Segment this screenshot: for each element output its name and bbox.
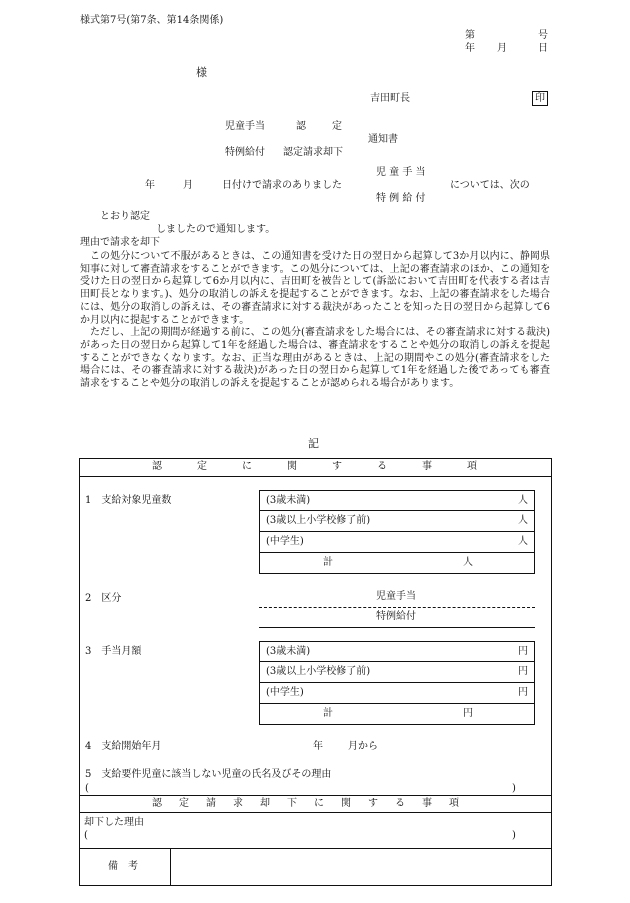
item1-row-junior-high: (中学生) [266, 536, 304, 547]
form-label: 様式第7号(第7条、第14条関係) [80, 15, 224, 26]
title-tei: 定 [332, 121, 342, 132]
intro-option-bottom: 特 例 給 付 [376, 193, 426, 204]
date-year: 年 [465, 43, 475, 54]
row-divider [259, 531, 535, 532]
item1-row-under3: (3歳未満) [266, 495, 311, 506]
rejection-paren-open: ( [84, 830, 88, 841]
title-rejection: 認定請求却下 [283, 147, 343, 158]
item1-unit: 人 [518, 515, 528, 526]
row-divider [259, 703, 535, 704]
item2-option-jidou-teate: 児童手当 [376, 591, 416, 602]
sec2-char: 却 [260, 798, 270, 809]
sec2-char: 定 [179, 798, 189, 809]
item3-label: 3 手当月額 [85, 646, 142, 657]
sec2-char: 関 [341, 798, 351, 809]
document-no-suffix: 号 [538, 30, 548, 41]
sec2-char: 求 [233, 798, 243, 809]
item1-unit: 人 [518, 495, 528, 506]
seal-mark: 印 [532, 91, 548, 106]
sec2-char: す [368, 798, 378, 809]
title-option-jidou-teate: 児童手当 [225, 121, 265, 132]
intro-year: 年 [145, 180, 155, 191]
table-divider [79, 476, 552, 477]
item2-label: 2 区分 [85, 593, 122, 604]
date-day: 日 [538, 43, 548, 54]
intro-option-top: 児 童 手 当 [376, 167, 426, 178]
date-month: 月 [497, 43, 507, 54]
sec1-char: 認 [152, 461, 162, 472]
sender-name: 吉田町長 [370, 93, 410, 104]
row-divider [259, 661, 535, 662]
sec2-char: 事 [422, 798, 432, 809]
item2-option-tokurei: 特例給付 [376, 611, 416, 622]
sec1-char: す [332, 461, 342, 472]
sec2-char: る [395, 798, 405, 809]
document-no-prefix: 第 [465, 30, 475, 41]
row-divider [259, 682, 535, 683]
appeal-notice [80, 251, 550, 391]
addressee-suffix: 様 [196, 66, 207, 79]
table-divider [79, 848, 552, 849]
item1-unit: 人 [518, 536, 528, 547]
rejection-paren-close: ) [512, 830, 516, 841]
item1-total-label: 計 [323, 557, 333, 568]
appeal-paragraph-1: この処分について不服があるときは、この通知書を受けた日の翌日から起算して3か月以内に、静岡県知事に対して審査請求をすることができます。この処分については、上記の審査請求のほか、この通知を受けた日の翌日から起算して6か月以内に、吉田町を被告として(訴訟において吉田町を代表する者は吉田町長となります。)、処分の取消しの訴えを提起することができます。なお、上記の審査請求をした場合には、処分の取消しの訴えは、その審査請求に対する裁決があったことを知った日の翌日から起算して6か月以内に提起することができます。 [80, 251, 550, 326]
rejection-reason-label: 却下した理由 [84, 817, 144, 828]
item3-total-label: 計 [323, 708, 333, 719]
title-option-tokurei: 特例給付 [225, 147, 265, 158]
sec2-char: に [314, 798, 324, 809]
row-divider [259, 552, 535, 553]
item3-unit: 円 [518, 687, 528, 698]
title-notice: 通知書 [368, 134, 398, 145]
table-divider [79, 812, 552, 813]
item1-label: 1 支給対象児童数 [85, 495, 172, 506]
item5-label: 5 支給要件児童に該当しない児童の氏名及びその理由 [85, 769, 332, 780]
intro-option-approve: とおり認定 [100, 211, 150, 222]
sec1-char: 事 [422, 461, 432, 472]
appeal-paragraph-2: ただし、上記の期間が経過する前に、この処分(審査請求をした場合には、その審査請求に対する裁決)があった日の翌日から起算して1年を経過した場合は、審査請求をすることや処分の取消しの訴えを提起することができなくなります。なお、正当な理由があるときは、上記の期間やこの処分(審査請求をした場合には、その審査請求に対する裁決)があった日の翌日から起算して1年を経過した後であっても審査請求をすることや処分の取消しの訴えを提起することが認められる場合があります。 [80, 327, 550, 390]
item4-label: 4 支給開始年月 [85, 741, 162, 752]
intro-mid-text: 日付けで請求のありました [222, 180, 342, 191]
row-divider [259, 510, 535, 511]
sec1-char: 項 [467, 461, 477, 472]
item3-row-under3: (3歳未満) [266, 646, 311, 657]
sec1-char: 定 [197, 461, 207, 472]
intro-month: 月 [183, 180, 193, 191]
item5-paren-open: ( [85, 783, 89, 794]
row-divider [259, 627, 535, 628]
intro-closing: しましたので通知します。 [156, 224, 276, 235]
remarks-label: 備 考 [108, 861, 138, 872]
item3-unit: 円 [518, 666, 528, 677]
title-nin: 認 [296, 121, 306, 132]
sec1-char: に [242, 461, 252, 472]
remarks-divider [170, 848, 171, 886]
sec2-char: 下 [287, 798, 297, 809]
item4-month-from: 月から [348, 741, 378, 752]
ki-heading: 記 [308, 437, 319, 450]
section-header-rejection [80, 797, 551, 811]
sec2-char: 項 [449, 798, 459, 809]
sec2-char: 請 [206, 798, 216, 809]
item1-row-preschool-elementary: (3歳以上小学校修了前) [266, 515, 371, 526]
sec2-char: 認 [152, 798, 162, 809]
item1-total-unit: 人 [463, 557, 473, 568]
item4-year: 年 [313, 741, 323, 752]
sec1-char: 関 [287, 461, 297, 472]
item3-row-preschool-elementary: (3歳以上小学校修了前) [266, 666, 371, 677]
item3-unit: 円 [518, 646, 528, 657]
item3-row-junior-high: (中学生) [266, 687, 304, 698]
section-header-approval [80, 460, 551, 474]
intro-tail-text: については、次の [450, 180, 530, 191]
intro-option-reject: 理由で請求を却下 [80, 237, 160, 248]
item5-paren-close: ) [512, 783, 516, 794]
table-divider [79, 795, 552, 796]
item3-total-unit: 円 [463, 708, 473, 719]
sec1-char: る [377, 461, 387, 472]
